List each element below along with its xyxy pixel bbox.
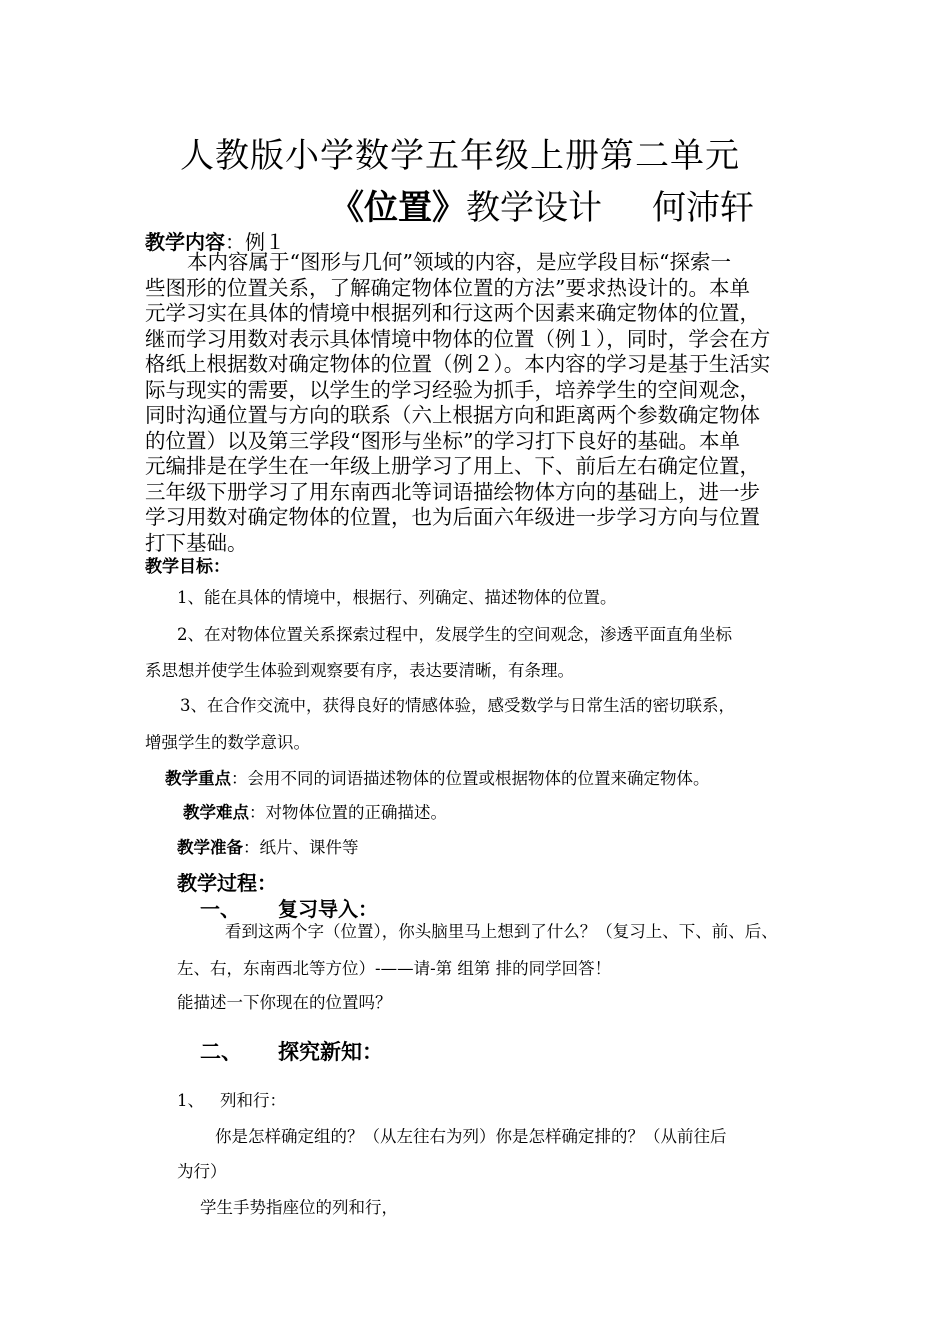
section-1-number: 一、 (200, 897, 240, 921)
content-value: 例１ (245, 230, 285, 254)
goal-2-line2: 系思想并使学生体验到观察要有序，表达要清晰，有条理。 (145, 661, 574, 680)
question-line1: 你是怎样确定组的？（从左往右为列）你是怎样确定排的？（从前往后 (215, 1127, 727, 1146)
paragraph-line: 打下基础。 (145, 530, 248, 555)
doc-author: 何沛轩 (652, 188, 754, 228)
paragraph-line: 元编排是在学生在一年级上册学习了用上、下、前后左右确定位置， (145, 454, 760, 478)
item-1-heading (177, 1087, 286, 1111)
paragraph-line: 继而学习用数对表示具体情境中物体的位置（例１），同时，学会在方 (145, 326, 771, 351)
section-2-title: 探究新知： (278, 1039, 383, 1064)
key-point (165, 765, 710, 789)
paragraph-line: 三年级下册学习了用东南西北等词语描绘物体方向的基础上，进一步 (145, 479, 760, 504)
goal-3-line1: 3、在合作交流中，获得良好的情感体验，感受数学与日常生活的密切联系， (180, 696, 735, 715)
paragraph-line: 本内容属于“图形与几何”领域的内容，是应学段目标“探索一 (187, 250, 731, 274)
section-1-line2: 左、右，东南西北等方位）-——请-第 组第 排的同学回答！ (177, 959, 612, 978)
paragraph-line: 学习用数对确定物体的位置，也为后面六年级进一步学习方向与位置 (145, 505, 760, 529)
paragraph-line: 元学习实在具体的情境中根据列和行这两个因素来确定物体的位置， (145, 301, 760, 325)
preparation-label: 教学准备 (177, 838, 243, 857)
process-label: 教学过程： (177, 871, 277, 895)
preparation-value: 纸片、课件等 (259, 838, 359, 857)
preparation-colon: ： (243, 838, 260, 857)
section-2-number: 二、 (200, 1039, 242, 1064)
goal-2-line1: 2、在对物体位置关系探索过程中，发展学生的空间观念，渗透平面直角坐标 (177, 625, 732, 644)
gesture-line: 学生手势指座位的列和行， (200, 1198, 398, 1217)
content-label: 教学内容 (145, 230, 225, 254)
difficulty (183, 799, 447, 823)
doc-title-design: 教学设计 (466, 188, 602, 228)
doc-title-unit: 《位置》 (330, 188, 466, 228)
section-1-title: 复习导入： (278, 897, 378, 921)
section-1-line3: 能描述一下你现在的位置吗？ (177, 993, 392, 1012)
item-1-title: 列和行： (220, 1091, 286, 1110)
goal-1: 1、能在具体的情境中，根据行、列确定、描述物体的位置。 (177, 588, 617, 607)
goal-3-line2: 增强学生的数学意识。 (145, 733, 310, 752)
content-colon: ： (225, 230, 245, 254)
paragraph-line: 格纸上根据数对确定物体的位置（例２）。本内容的学习是基于生活实 (145, 352, 771, 376)
doc-title-line2 (330, 180, 754, 229)
section-1-line1: 看到这两个字（位置），你头脑里马上想到了什么？（复习上、下、前、后、 (225, 922, 778, 941)
preparation (177, 834, 359, 858)
paragraph-line: 的位置）以及第三学段“图形与坐标”的学习打下良好的基础。本单 (145, 428, 740, 453)
content-paragraph (145, 250, 815, 556)
paragraph-line: 些图形的位置关系，了解确定物体位置的方法”要求热设计的。本单 (145, 275, 750, 300)
paragraph-line: 同时沟通位置与方向的联系（六上根据方向和距离两个参数确定物体 (145, 403, 760, 427)
paragraph-line: 际与现实的需要，以学生的学习经验为抓手，培养学生的空间观念， (145, 377, 760, 402)
item-1-number: 1、 (177, 1091, 204, 1110)
goals-label: 教学目标： (145, 557, 230, 577)
section-2-heading (200, 1036, 383, 1066)
difficulty-label: 教学难点 (183, 803, 249, 822)
doc-title-line1: 人教版小学数学五年级上册第二单元 (180, 136, 740, 176)
key-point-colon: ： (231, 769, 248, 788)
key-point-value: 会用不同的词语描述物体的位置或根据物体的位置来确定物体。 (247, 769, 710, 788)
difficulty-colon: ： (249, 803, 266, 822)
question-line2: 为行） (177, 1162, 227, 1181)
difficulty-value: 对物体位置的正确描述。 (265, 803, 447, 822)
key-point-label: 教学重点 (165, 769, 231, 788)
